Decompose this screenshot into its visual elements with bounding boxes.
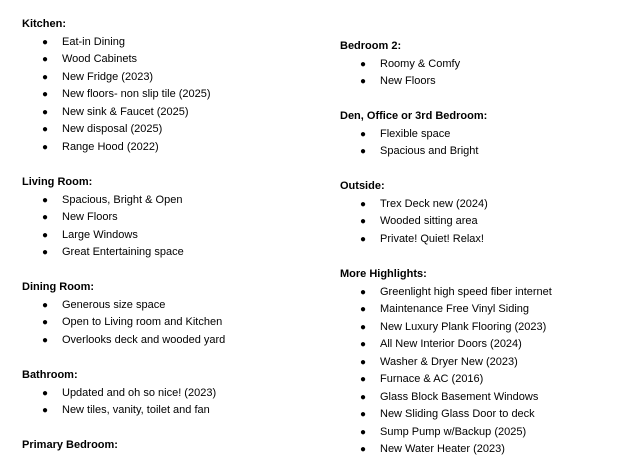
section-heading: Outside:: [340, 180, 385, 192]
bullet-icon: ●: [360, 233, 367, 245]
bullet-icon: ●: [42, 89, 49, 100]
list-item: ● Private! Quiet! Relax!: [340, 231, 635, 249]
bullet-icon: ●: [42, 299, 49, 311]
bullet-icon: ●: [360, 321, 367, 333]
list-item: ● Sump Pump w/Backup (2025): [340, 424, 635, 442]
list-item: ● New floors- non slip tile (2025): [22, 86, 322, 104]
bullet-icon: ●: [42, 106, 49, 118]
list-item: ● Trex Deck new (2024): [340, 196, 635, 214]
dining-room-list: [22, 297, 322, 350]
list-item: ● Open to Living room and Kitchen: [22, 314, 322, 332]
list-item: ● Maintenance Free Vinyl Siding: [340, 301, 635, 319]
list-item: ● Overlooks deck and wooded yard: [22, 332, 322, 350]
section-kitchen: [22, 16, 322, 156]
list-item: ● New Luxury Plank Flooring (2023): [340, 319, 635, 337]
bullet-icon: ●: [42, 405, 49, 416]
bullet-icon: ●: [360, 146, 367, 157]
section-heading: Primary Bedroom:: [22, 439, 118, 451]
bedroom-2-list: [340, 56, 635, 91]
bullet-icon: ●: [42, 317, 49, 328]
section-living-room: [22, 174, 322, 262]
list-item: ● New sink & Faucet (2025): [22, 104, 322, 122]
list-item: ● New tiles, vanity, toilet and fan: [22, 402, 322, 420]
bullet-icon: ●: [42, 54, 49, 65]
list-item: ● Wood Cabinets: [22, 51, 322, 69]
bullet-icon: ●: [42, 194, 49, 206]
list-item: ● Eat-in Dining: [22, 34, 322, 52]
section-heading: Living Room:: [22, 176, 93, 188]
bullet-icon: ●: [360, 198, 367, 210]
list-item: ● Glass Block Basement Windows: [340, 389, 635, 407]
bullet-icon: ●: [360, 374, 367, 385]
bullet-icon: ●: [360, 409, 367, 420]
bullet-icon: ●: [42, 229, 49, 241]
list-item: ● Great Entertaining space: [22, 244, 322, 262]
bullet-icon: ●: [360, 444, 367, 455]
bullet-icon: ●: [360, 216, 367, 227]
bullet-icon: ●: [360, 339, 367, 350]
outside-list: [340, 196, 635, 249]
list-item: ● Generous size space: [22, 297, 322, 315]
section-heading: Bathroom:: [22, 369, 78, 381]
bullet-icon: ●: [42, 212, 49, 223]
bullet-icon: ●: [360, 304, 367, 315]
living-room-list: [22, 192, 322, 262]
bullet-icon: ●: [360, 356, 367, 368]
bullet-icon: ●: [360, 128, 367, 140]
list-item: ● Flexible space: [340, 126, 635, 144]
bullet-icon: ●: [42, 124, 49, 135]
list-item: ● Spacious and Bright: [340, 143, 635, 161]
section-heading: Bedroom 2:: [340, 40, 402, 52]
bullet-icon: ●: [360, 426, 367, 438]
section-bathroom: [22, 367, 322, 420]
bullet-icon: ●: [42, 247, 49, 258]
list-item: ● All New Interior Doors (2024): [340, 336, 635, 354]
section-bedroom-2: [340, 38, 635, 91]
section-heading: More Highlights:: [340, 268, 427, 280]
list-item: ● New Floors: [340, 73, 635, 91]
list-item: ● Range Hood (2022): [22, 139, 322, 157]
list-item: ● Greenlight high speed fiber internet: [340, 284, 635, 302]
list-item: ● Large Windows: [22, 227, 322, 245]
list-item: ● New Sliding Glass Door to deck: [340, 406, 635, 424]
section-heading: Kitchen:: [22, 18, 66, 30]
section-heading: Dining Room:: [22, 281, 95, 293]
section-more-highlights: [340, 266, 635, 459]
bathroom-list: [22, 385, 322, 420]
list-item: ● Wooded sitting area: [340, 213, 635, 231]
bullet-icon: ●: [360, 391, 367, 403]
section-heading: Den, Office or 3rd Bedroom:: [340, 110, 488, 122]
list-item: ● Spacious, Bright & Open: [22, 192, 322, 210]
bullet-icon: ●: [360, 58, 367, 70]
bullet-icon: ●: [42, 387, 49, 399]
section-primary-bedroom: [22, 437, 322, 455]
bullet-icon: ●: [360, 286, 367, 298]
bullet-icon: ●: [360, 76, 367, 87]
list-item: ● Furnace & AC (2016): [340, 371, 635, 389]
den-office-list: [340, 126, 635, 161]
section-den-office: [340, 108, 635, 161]
section-outside: [340, 178, 635, 248]
section-dining-room: [22, 279, 322, 349]
bullet-icon: ●: [42, 334, 49, 346]
list-item: ● Roomy & Comfy: [340, 56, 635, 74]
kitchen-list: [22, 34, 322, 157]
bullet-icon: ●: [42, 36, 49, 48]
bullet-icon: ●: [42, 141, 49, 153]
list-item: ● New disposal (2025): [22, 121, 322, 139]
list-item: ● New Fridge (2023): [22, 69, 322, 87]
list-item: ● New Water Heater (2023): [340, 441, 635, 459]
bullet-icon: ●: [42, 71, 49, 83]
list-item: ● Updated and oh so nice! (2023): [22, 385, 322, 403]
more-highlights-list: [340, 284, 635, 459]
list-item: ● Washer & Dryer New (2023): [340, 354, 635, 372]
list-item: ● New Floors: [22, 209, 322, 227]
